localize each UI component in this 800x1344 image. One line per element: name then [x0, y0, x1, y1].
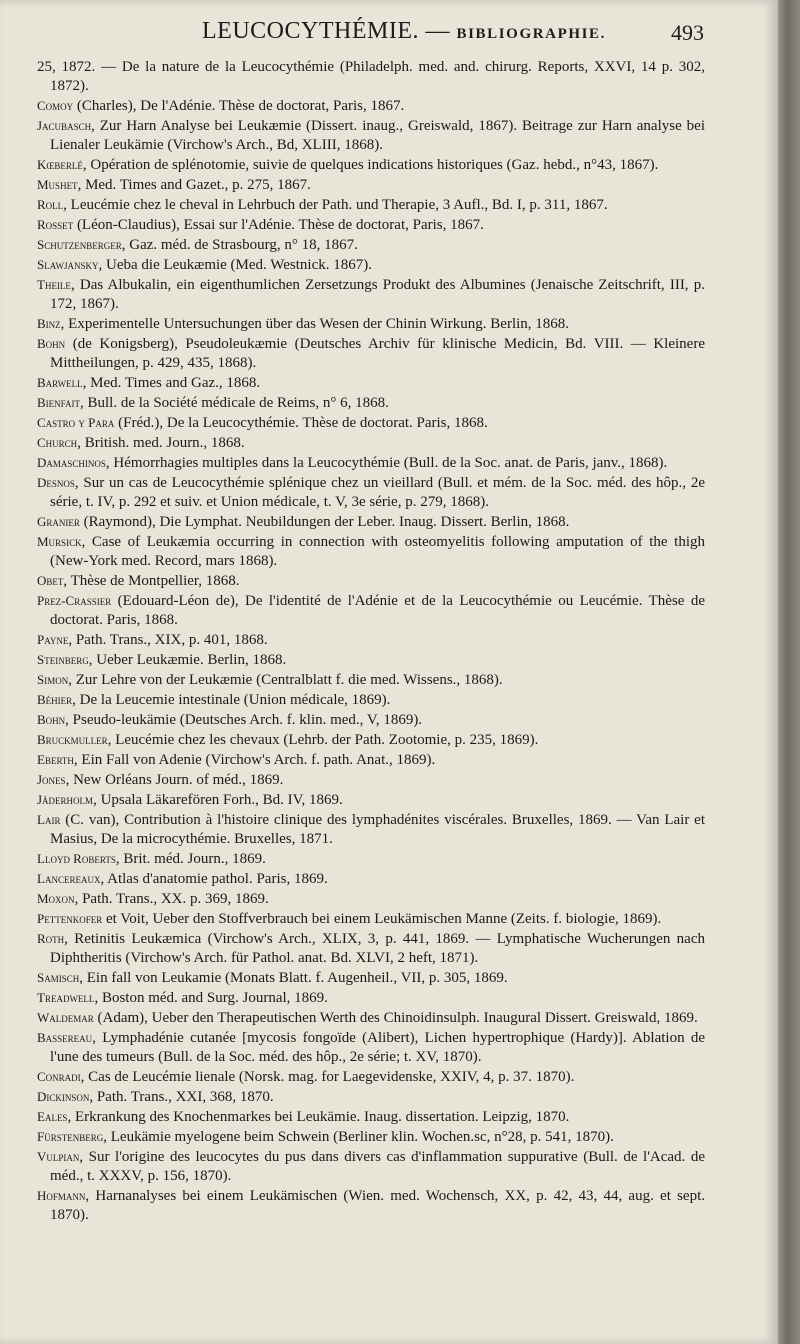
bibliography-entry — [37, 929, 705, 968]
bibliography-entry — [37, 373, 705, 393]
entry-author: Lair — [37, 812, 61, 827]
entry-text: , Sur l'origine des leucocytes du pus dans divers cas d'inflammation suppurative (Bull. de l'Acad. de méd., t. XXXV, p. 156, 1870). — [50, 1149, 705, 1184]
bibliography-entry — [37, 1087, 705, 1107]
entry-text: (de Konigsberg), Pseudoleukæmie (Deutsches Archiv für klinische Medicin, Bd. VIII. — Kleinere Mittheilungen, p. 429, 435, 1868). — [50, 336, 705, 371]
bibliography-entry — [37, 1008, 705, 1028]
entry-author: Béhier — [37, 692, 73, 707]
bibliography-entry — [37, 195, 705, 215]
entry-text: , Gaz. méd. de Strasbourg, n° 18, 1867. — [121, 237, 358, 253]
entry-author: Eales — [37, 1109, 68, 1124]
entry-author: Castro y Para — [37, 415, 115, 430]
bibliography-entry — [37, 512, 705, 532]
entry-text: , Thèse de Montpellier, 1868. — [63, 573, 240, 589]
entry-text: (Edouard-Léon de), De l'identité de l'Adénie et de la Leucocythémie ou Leucémie. Thèse de doctorat. Paris, 1868. — [50, 593, 705, 628]
entry-text: , Ein Fall von Adenie (Virchow's Arch. f. path. Anat., 1869). — [73, 752, 436, 768]
entry-author: Binz — [37, 316, 61, 331]
entry-text: , Lymphadénie cutanée [mycosis fongoïde (Alibert), Lichen hypertrophique (Hardy)]. Ablation de l'une des tumeurs (Bull. de la Soc. méd. des hôp., 2e série; t. XV, 1870). — [50, 1030, 705, 1065]
entry-text: , Case of Leukæmia occurring in connection with osteomyelitis following amputation of the thigh (New-York med. Record, mars 1868). — [50, 534, 705, 569]
entry-author: Simon — [37, 672, 69, 687]
bibliography-entry — [37, 235, 705, 255]
bibliography-entry — [37, 849, 705, 869]
bibliography-entry — [37, 1186, 705, 1225]
entry-author: Lloyd Roberts — [37, 851, 116, 866]
running-title — [202, 18, 606, 45]
entry-text: (Fréd.), De la Leucocythémie. Thèse de doctorat. Paris, 1868. — [114, 415, 488, 431]
bibliography-entry — [37, 710, 705, 730]
running-title-main: LEUCOCYTHÉMIE. — — [202, 18, 450, 44]
entry-text: (C. van), Contribution à l'histoire clinique des lymphadénites viscérales. Bruxelles, 1869. — Van Lair et Masius, De la microcythémie. Bruxelles, 1871. — [50, 812, 705, 847]
entry-author: Jäderholm — [37, 792, 94, 807]
entry-author: Granier — [37, 514, 80, 529]
bibliography-entry — [37, 275, 705, 314]
entry-author: Comoy — [37, 98, 74, 113]
bibliography-entry — [37, 630, 705, 650]
bibliography-entry — [37, 571, 705, 591]
bibliography-entry — [37, 591, 705, 630]
entry-text: , Opération de splénotomie, suivie de quelques indications historiques (Gaz. hebd., n°43, 1867). — [82, 157, 659, 173]
bibliography-entry — [37, 334, 705, 373]
entry-text: , Upsala Läkarefören Forh., Bd. IV, 1869. — [93, 792, 343, 808]
entry-text: , Zur Lehre von der Leukæmie (Centralblatt f. die med. Wissens., 1868). — [68, 672, 503, 688]
entry-text: , Hémorrhagies multiples dans la Leucocythémie (Bull. de la Soc. anat. de Paris, janv., 1868). — [105, 455, 668, 471]
bibliography-entry — [37, 889, 705, 909]
entry-text: , Path. Trans., XX. p. 369, 1869. — [74, 891, 269, 907]
entry-author: Theile — [37, 277, 71, 292]
entry-text: (Raymond), Die Lymphat. Neubildungen der Leber. Inaug. Dissert. Berlin, 1868. — [79, 514, 570, 530]
entry-text: , Path. Trans., XXI, 368, 1870. — [89, 1089, 274, 1105]
bibliography-entry — [37, 1147, 705, 1186]
entry-text: , Leucémie chez le cheval in Lehrbuch der Path. und Therapie, 3 Aufl., Bd. I, p. 311, 1867. — [63, 197, 608, 213]
entry-text: , Boston méd. and Surg. Journal, 1869. — [94, 990, 328, 1006]
bibliography-entry — [37, 1127, 705, 1147]
entry-author: Samisch — [37, 970, 80, 985]
entry-text: , Brit. méd. Journ., 1869. — [115, 851, 266, 867]
bibliography-entry — [37, 532, 705, 571]
entry-author: Lancereaux — [37, 871, 101, 886]
entry-text: , Bull. de la Société médicale de Reims, n° 6, 1868. — [80, 395, 389, 411]
bibliography-entry — [37, 58, 705, 96]
entry-author: Prez-Crassier — [37, 593, 112, 608]
running-title-sub: BIBLIOGRAPHIE. — [456, 26, 606, 42]
entry-author: Moxon — [37, 891, 75, 906]
entry-text: , Erkrankung des Knochenmarkes bei Leukämie. Inaug. dissertation. Leipzig, 1870. — [67, 1109, 570, 1125]
entry-text: et Voit, Ueber den Stoffverbrauch bei einem Leukämischen Manne (Zeits. f. biologie, 1869). — [102, 911, 662, 927]
entry-text: , British. med. Journ., 1868. — [77, 435, 245, 451]
bibliography-entry — [37, 1028, 705, 1067]
entry-author: Mursick — [37, 534, 82, 549]
bibliography-entry — [37, 968, 705, 988]
bibliography-entry — [37, 1107, 705, 1127]
bibliography-entry — [37, 393, 705, 413]
entry-author: Damaschinos — [37, 455, 106, 470]
bibliography-entry — [37, 215, 705, 235]
bibliography-entry — [37, 988, 705, 1008]
entry-author: Jacubasch — [37, 118, 92, 133]
entry-author: Conradi — [37, 1069, 81, 1084]
entry-author: Schutzenberger — [37, 237, 122, 252]
entry-author: Jones — [37, 772, 66, 787]
entry-text: , Ueber Leukæmie. Berlin, 1868. — [88, 652, 287, 668]
entry-author: Barwell — [37, 375, 83, 390]
bibliography-entry — [37, 473, 705, 512]
bibliography-entry — [37, 413, 705, 433]
entry-text: , De la Leucemie intestinale (Union médicale, 1869). — [72, 692, 391, 708]
entry-text: , Experimentelle Untersuchungen über das Wesen der Chinin Wirkung. Berlin, 1868. — [60, 316, 570, 332]
page-number: 493 — [671, 20, 704, 45]
entry-author: Church — [37, 435, 78, 450]
bibliography-entry — [37, 730, 705, 750]
bibliography-entry — [37, 175, 705, 195]
page-edge — [778, 0, 800, 1344]
bibliography-entry — [37, 433, 705, 453]
entry-text: , Atlas d'anatomie pathol. Paris, 1869. — [100, 871, 328, 887]
entry-text: (Léon-Claudius), Essai sur l'Adénie. Thèse de doctorat, Paris, 1867. — [73, 217, 484, 233]
entry-text: , Harnanalyses bei einem Leukämischen (Wien. med. Wochensch, XX, p. 42, 43, 44, aug. et sept. 1870). — [50, 1188, 705, 1223]
entry-author: Roth — [37, 931, 65, 946]
bibliography-entry — [37, 670, 705, 690]
bibliography-entry — [37, 1067, 705, 1087]
bibliography-entry — [37, 255, 705, 275]
entry-author: Bienfait — [37, 395, 80, 410]
entry-text: , Leukämie myelogene beim Schwein (Berliner klin. Wochen.sc, n°28, p. 541, 1870). — [103, 1129, 614, 1145]
entry-author: Vulpian — [37, 1149, 80, 1164]
entry-text: , Med. Times and Gazet., p. 275, 1867. — [77, 177, 311, 193]
entry-author: Payne — [37, 632, 69, 647]
entry-author: Fürstenberg — [37, 1129, 104, 1144]
bibliography-entry — [37, 790, 705, 810]
entry-text: , Pseudo-leukämie (Deutsches Arch. f. klin. med., V, 1869). — [65, 712, 423, 728]
bibliography-entry — [37, 116, 705, 155]
entry-author: Treadwell — [37, 990, 95, 1005]
entry-text: , Ueba die Leukæmie (Med. Westnick. 1867). — [98, 257, 372, 273]
entry-author: Waldemar — [37, 1010, 94, 1025]
entry-text: 25, 1872. — De la nature de la Leucocythémie (Philadelph. med. and. chirurg. Reports, XXVI, 14 p. 302, 1872). — [37, 59, 705, 94]
entry-author: Bohn — [37, 712, 66, 727]
entry-author: Eberth — [37, 752, 74, 767]
bibliography-entry — [37, 650, 705, 670]
entry-author: Desnos — [37, 475, 75, 490]
entry-text: , Retinitis Leukæmica (Virchow's Arch., XLIX, 3, p. 441, 1869. — Lymphatische Wucherungen nach Diphtheritis (Virchow's Arch. für Pathol. anat. Bd. XLVI, 2 heft, 1871). — [50, 931, 705, 966]
entry-author: Bassereau — [37, 1030, 93, 1045]
entry-author: Dickinson — [37, 1089, 90, 1104]
entry-text: , Zur Harn Analyse bei Leukæmie (Dissert. inaug., Greiswald, 1867). Beitrage zur Harn analyse bei Lienaler Leukämie (Virchow's Arch., Bd, XLIII, 1868). — [50, 118, 705, 153]
entry-author: Bruckmuller — [37, 732, 108, 747]
entry-author: Mushet — [37, 177, 78, 192]
bibliography-entry — [37, 750, 705, 770]
entry-text: , Path. Trans., XIX, p. 401, 1868. — [68, 632, 268, 648]
bibliography-entry — [37, 314, 705, 334]
entry-author: Roll — [37, 197, 64, 212]
entry-author: Bohn — [37, 336, 66, 351]
entry-author: Slawjansky — [37, 257, 99, 272]
entry-text: (Adam), Ueber den Therapeutischen Werth des Chinoidinsulph. Inaugural Dissert. Greiswald, 1869. — [93, 1010, 698, 1026]
bibliography-entry — [37, 155, 705, 175]
entry-text: , Leucémie chez les chevaux (Lehrb. der Path. Zootomie, p. 235, 1869). — [107, 732, 539, 748]
bibliography-entry — [37, 690, 705, 710]
entry-text: , Sur un cas de Leucocythémie splénique chez un vieillard (Bull. et mém. de la Soc. méd. des hôp., 2e série, t. IV, p. 292 et suiv. et Union médicale, t. V, 3e série, p. 279, 1868). — [50, 475, 705, 510]
entry-author: Hofmann — [37, 1188, 86, 1203]
bibliography-list — [37, 58, 705, 1225]
page-header — [30, 14, 710, 54]
bibliography-entry — [37, 453, 705, 473]
entry-author: Kœberlé — [37, 157, 83, 172]
entry-author: Obet — [37, 573, 64, 588]
entry-author: Steinberg — [37, 652, 89, 667]
entry-text: , Cas de Leucémie lienale (Norsk. mag. for Laegevidenske, XXIV, 4, p. 37. 1870). — [80, 1069, 575, 1085]
bibliography-entry — [37, 869, 705, 889]
entry-text: , Ein fall von Leukamie (Monats Blatt. f. Augenheil., VII, p. 305, 1869. — [79, 970, 508, 986]
bibliography-entry — [37, 770, 705, 790]
bibliography-entry — [37, 96, 705, 116]
entry-text: , Med. Times and Gaz., 1868. — [82, 375, 261, 391]
entry-text: (Charles), De l'Adénie. Thèse de doctorat, Paris, 1867. — [73, 98, 405, 114]
entry-author: Rosset — [37, 217, 74, 232]
bibliography-entry — [37, 909, 705, 929]
bibliography-entry — [37, 810, 705, 849]
entry-text: , New Orléans Journ. of méd., 1869. — [65, 772, 284, 788]
entry-author: Pettenkofer — [37, 911, 103, 926]
entry-text: , Das Albukalin, ein eigenthumlichen Zersetzungs Produkt des Albumines (Jenaische Zeitschrift, III, p. 172, 1867). — [50, 277, 705, 312]
